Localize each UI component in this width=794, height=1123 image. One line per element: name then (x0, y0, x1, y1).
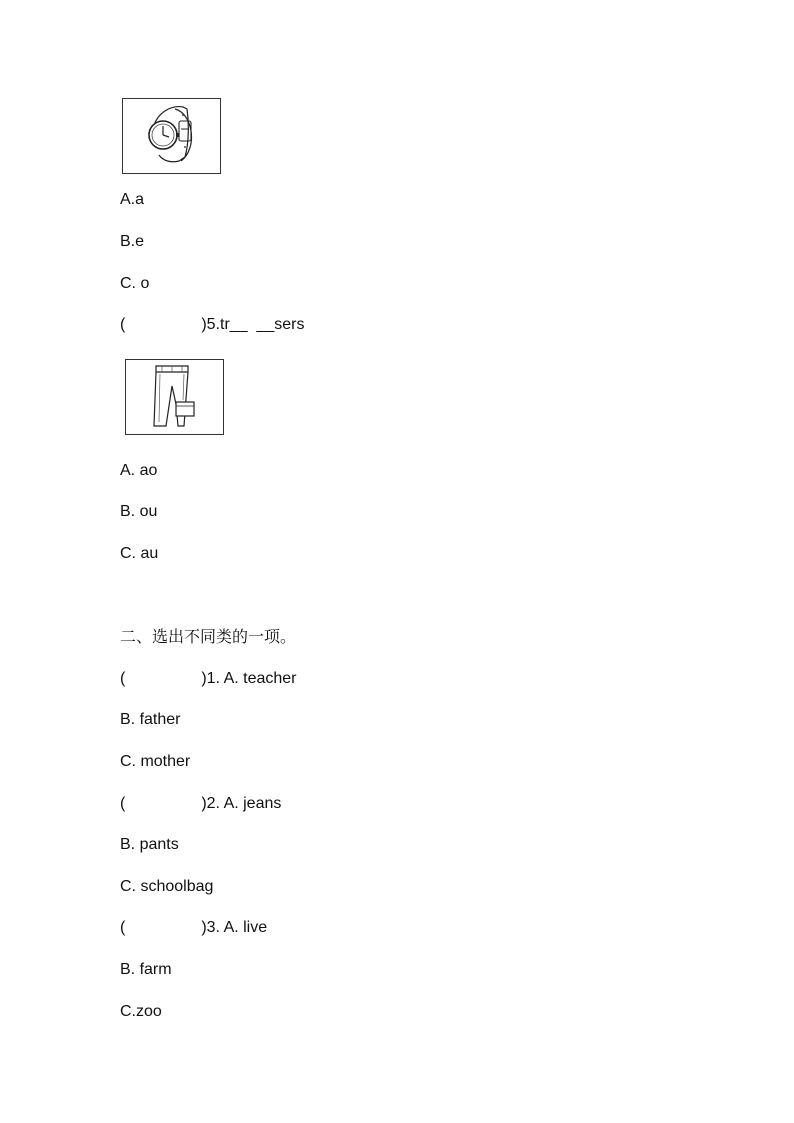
q5-option-c: C. au (120, 545, 159, 562)
s2-q1-answer-blank[interactable]: ( (120, 670, 126, 687)
s2-q3-stem-row (120, 918, 267, 938)
s2-q2-stem: )2. A. jeans (201, 795, 282, 812)
s2-q3-stem: )3. A. live (201, 919, 268, 936)
s2-q1-stem: )1. A. teacher (201, 670, 297, 687)
s2-q2-option-b: B. pants (120, 836, 179, 853)
trousers-picture (125, 359, 224, 435)
s2-q2-option-c: C. schoolbag (120, 878, 214, 895)
q5-answer-blank[interactable]: ( (120, 316, 126, 333)
s2-q3-answer-blank[interactable]: ( (120, 919, 126, 936)
q4-option-b: B.e (120, 233, 145, 250)
s2-q1-option-b: B. father (120, 711, 181, 728)
s2-q3-option-b: B. farm (120, 961, 172, 978)
s2-q2-stem-row (120, 794, 281, 814)
s2-q3-option-c: C.zoo (120, 1003, 162, 1020)
q4-option-a: A.a (120, 191, 145, 208)
wristwatch-icon (123, 99, 220, 173)
s2-q1-option-c: C. mother (120, 753, 191, 770)
s2-q1-stem-row (120, 669, 297, 689)
q5-stem-row (120, 315, 304, 335)
wristwatch-picture (122, 98, 221, 174)
s2-q2-answer-blank[interactable]: ( (120, 795, 126, 812)
q5-option-a: A. ao (120, 462, 158, 479)
trousers-icon (126, 360, 223, 434)
q4-option-c: C. o (120, 275, 150, 292)
q5-option-b: B. ou (120, 503, 158, 520)
section-heading: 二、选出不同类的一项。 (120, 627, 297, 646)
q5-stem: )5.tr__ __sers (201, 316, 305, 333)
